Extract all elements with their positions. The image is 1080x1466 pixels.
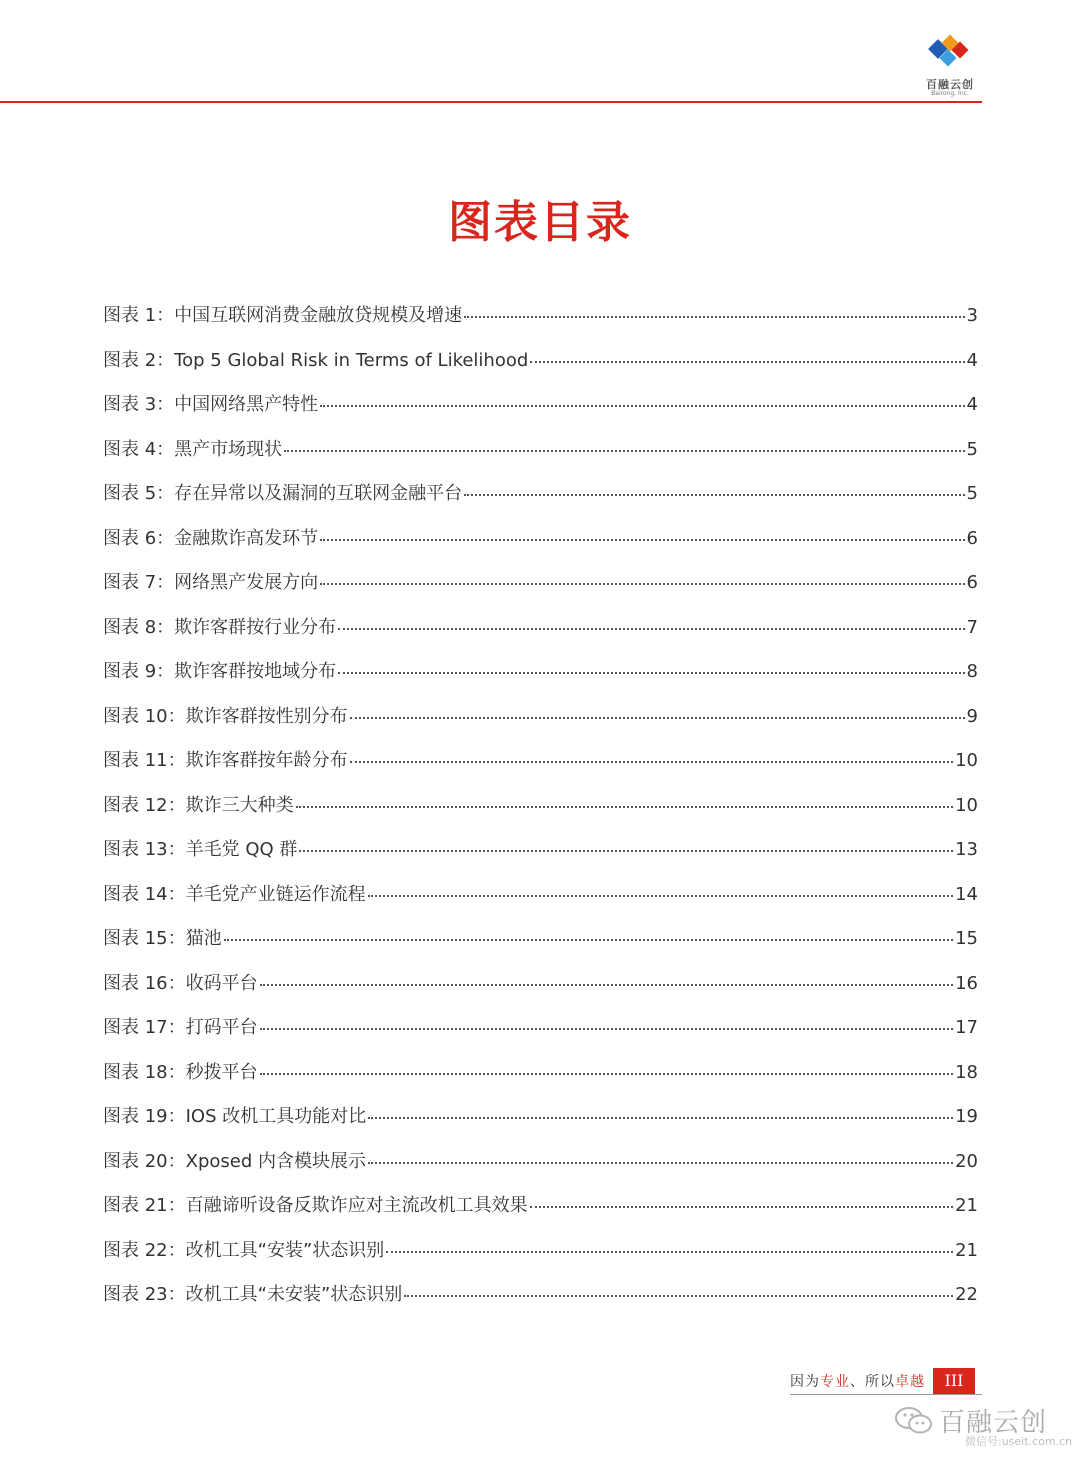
toc-entry[interactable] — [103, 1147, 978, 1192]
toc-leader-dots — [404, 1295, 953, 1297]
toc-entry[interactable] — [103, 657, 978, 702]
toc-leader-dots — [296, 806, 953, 808]
toc-entry-label: 图表 6：金融欺诈高发环节 — [103, 527, 319, 549]
watermark-id: 微信号:useit.com.cn — [965, 1435, 1073, 1448]
toc-entry[interactable] — [103, 1102, 978, 1147]
toc-entry-label: 图表 14：羊毛党产业链运作流程 — [103, 883, 366, 905]
toc-leader-dots — [224, 939, 953, 941]
toc-entry-page: 21 — [955, 1239, 978, 1261]
toc-leader-dots — [350, 761, 953, 763]
toc-entry-page: 10 — [955, 750, 978, 771]
logo-subtitle: Bairong, Inc. — [931, 90, 969, 97]
toc-entry-label: 图表 8：欺诈客群按行业分布 — [103, 616, 337, 638]
slogan-highlight: 专业 — [820, 1374, 850, 1390]
toc-leader-dots — [368, 1117, 953, 1119]
toc-entry-page: 6 — [966, 527, 978, 549]
toc-entry-page: 10 — [955, 794, 978, 816]
toc-entry-label: 图表 9：欺诈客群按地域分布 — [103, 661, 337, 682]
toc-entry[interactable] — [103, 1280, 978, 1325]
toc-entry-page: 5 — [966, 483, 978, 504]
toc-leader-dots — [338, 672, 964, 674]
toc-entry[interactable] — [103, 301, 978, 346]
toc-leader-dots — [320, 539, 964, 541]
header-rule — [0, 101, 982, 103]
toc-entry-label: 图表 1：中国互联网消费金融放贷规模及增速 — [103, 305, 463, 326]
toc-entry-label: 图表 12：欺诈三大种类 — [103, 794, 294, 816]
toc-leader-dots — [284, 450, 964, 452]
logo-name: 百融云创 — [926, 78, 974, 91]
toc-entry-page: 3 — [966, 305, 978, 326]
toc-entry[interactable] — [103, 835, 978, 880]
toc-entry-page: 4 — [966, 394, 978, 415]
toc-entry-page: 16 — [955, 972, 978, 994]
toc-leader-dots — [320, 405, 964, 407]
toc-entry[interactable] — [103, 524, 978, 569]
toc-entry-label: 图表 7：网络黑产发展方向 — [103, 572, 319, 593]
toc-entry[interactable] — [103, 613, 978, 658]
footer-slogan — [790, 1371, 933, 1391]
toc-entry[interactable] — [103, 880, 978, 925]
toc-entry-label: 图表 15：猫池 — [103, 928, 222, 949]
toc-entry[interactable] — [103, 568, 978, 613]
toc-entry[interactable] — [103, 746, 978, 791]
page-title: 图表目录 — [448, 197, 632, 248]
toc-entry-label: 图表 10：欺诈客群按性别分布 — [103, 705, 348, 727]
bairong-logo — [918, 34, 982, 98]
toc-leader-dots — [368, 895, 953, 897]
toc-entry-label: 图表 13：羊毛党 QQ 群 — [103, 839, 298, 860]
toc-entry-page: 8 — [966, 661, 978, 682]
toc-entry[interactable] — [103, 346, 978, 391]
toc-entry-label: 图表 11：欺诈客群按年龄分布 — [103, 750, 348, 771]
footer — [790, 1368, 975, 1394]
toc-entry[interactable] — [103, 924, 978, 969]
toc-entry[interactable] — [103, 791, 978, 836]
toc-entry-page: 22 — [955, 1284, 978, 1305]
toc-leader-dots — [260, 984, 953, 986]
toc-leader-dots — [320, 583, 964, 585]
toc-entry[interactable] — [103, 1191, 978, 1236]
page-number: III — [933, 1368, 975, 1394]
toc-entry-label: 图表 17：打码平台 — [103, 1017, 258, 1038]
toc-entry-label: 图表 3：中国网络黑产特性 — [103, 394, 319, 415]
toc-leader-dots — [368, 1162, 953, 1164]
toc-entry-page: 17 — [955, 1017, 978, 1038]
toc-entry-page: 18 — [955, 1061, 978, 1083]
toc-leader-dots — [464, 316, 964, 318]
toc-entry-page: 14 — [955, 883, 978, 905]
toc-entry-page: 9 — [966, 705, 978, 727]
watermark-name: 百融云创 — [939, 1408, 1048, 1438]
toc-leader-dots — [530, 361, 964, 363]
toc-entry[interactable] — [103, 479, 978, 524]
footer-rule — [790, 1394, 982, 1395]
slogan-highlight: 卓越 — [895, 1374, 925, 1390]
toc-entry-label: 图表 21：百融谛听设备反欺诈应对主流改机工具效果 — [103, 1195, 528, 1216]
toc-entry[interactable] — [103, 969, 978, 1014]
toc-entry-page: 20 — [955, 1150, 978, 1172]
toc-entry-label: 图表 16：收码平台 — [103, 972, 258, 994]
toc-leader-dots — [386, 1251, 953, 1253]
toc-entry[interactable] — [103, 1236, 978, 1281]
toc-entry-page: 5 — [966, 438, 978, 460]
toc-entry[interactable] — [103, 1058, 978, 1103]
toc-leader-dots — [260, 1028, 953, 1030]
toc-entry-label: 图表 19：IOS 改机工具功能对比 — [103, 1106, 367, 1127]
wechat-watermark — [895, 1402, 1075, 1452]
toc-entry[interactable] — [103, 435, 978, 480]
toc-entry-label: 图表 5：存在异常以及漏洞的互联网金融平台 — [103, 483, 463, 504]
toc-entry-page: 19 — [955, 1106, 978, 1127]
toc-leader-dots — [464, 494, 964, 496]
toc-entry-page: 4 — [966, 349, 978, 371]
toc-leader-dots — [530, 1206, 953, 1208]
toc-entry-label: 图表 23：改机工具“未安装”状态识别 — [103, 1284, 403, 1305]
toc-entry-label: 图表 2：Top 5 Global Risk in Terms of Likelihood — [103, 349, 529, 371]
toc-entry-label: 图表 18：秒拨平台 — [103, 1061, 258, 1083]
toc-entry-label: 图表 20：Xposed 内含模块展示 — [103, 1150, 366, 1172]
slogan-part: 因为 — [790, 1374, 820, 1390]
logo-mark-icon — [918, 34, 982, 76]
wechat-icon — [895, 1406, 933, 1436]
toc-leader-dots — [338, 628, 964, 630]
toc-entry-page: 6 — [966, 572, 978, 593]
slogan-part: 、所以 — [850, 1374, 895, 1390]
toc-entry[interactable] — [103, 702, 978, 747]
toc-entry-label: 图表 22：改机工具“安装”状态识别 — [103, 1239, 385, 1261]
toc-leader-dots — [299, 850, 953, 852]
toc-entry-label: 图表 4：黑产市场现状 — [103, 438, 283, 460]
table-of-figures — [103, 301, 978, 1325]
toc-entry-page: 15 — [955, 928, 978, 949]
toc-entry[interactable] — [103, 1013, 978, 1058]
toc-entry[interactable] — [103, 390, 978, 435]
toc-leader-dots — [350, 717, 965, 719]
toc-leader-dots — [260, 1073, 953, 1075]
toc-entry-page: 21 — [955, 1195, 978, 1216]
toc-entry-page: 7 — [966, 616, 978, 638]
toc-entry-page: 13 — [955, 839, 978, 860]
